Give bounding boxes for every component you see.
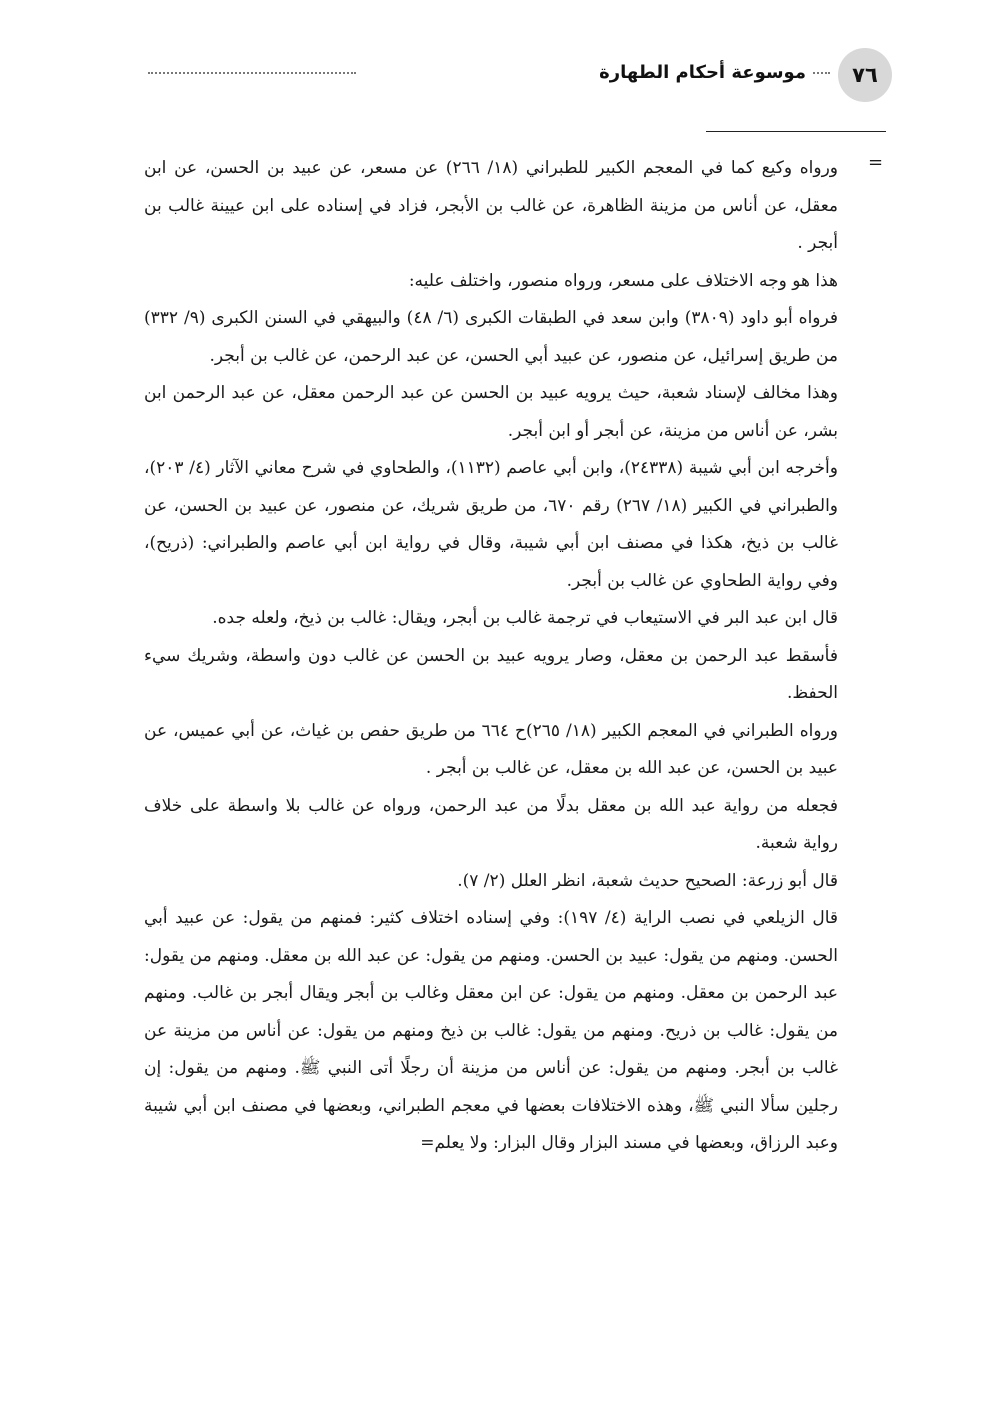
footnote-body: [144, 150, 838, 1163]
paragraph: فجعله من رواية عبد الله بن معقل بدلًا من عبد الرحمن، ورواه عن غالب بلا واسطة على خلاف رواية شعبة.: [144, 795, 838, 853]
paragraph: قال ابن عبد البر في الاستيعاب في ترجمة غالب بن أبجر، ويقال: غالب بن ذيخ، ولعله جده.: [212, 608, 838, 628]
paragraph: ورواه وكيع كما في المعجم الكبير للطبراني (١٨/ ٢٦٦) عن مسعر، عن عبيد بن الحسن، عن ابن معقل، عن أناس من مزينة الظاهرة، عن غالب بن الأبجر، فزاد في إسناده على ابن عيينة غالب بن أبجر .: [144, 158, 838, 253]
page-header: [140, 48, 892, 102]
paragraph: قال أبو زرعة: الصحيح حديث شعبة، انظر العلل (٢/ ٧).: [457, 870, 838, 891]
page-number: ٧٦: [852, 63, 878, 87]
paragraph: فأسقط عبد الرحمن بن معقل، وصار يرويه عبيد بن الحسن عن غالب دون واسطة، وشريك سيء الحفظ.: [144, 645, 838, 703]
paragraph: هذا هو وجه الاختلاف على مسعر، ورواه منصور، واختلف عليه:: [408, 270, 838, 291]
paragraph: قال الزيلعي في نصب الراية (٤/ ١٩٧): وفي إسناده اختلاف كثير: فمنهم من يقول: عن عبيد أبي الحسن. ومنهم من يقول: عبيد بن الحسن. ومنهم من يقول: عن عبد الله بن معقل. ومنهم من يقول: عبد الرحمن بن معقل. ومنهم من يقول: عن ابن معقل وغالب بن أبجر ويقال أبجر بن غالب. ومنهم من يقول: غالب بن ذريح. ومنهم من يقول: غالب بن ذيخ ومنهم من يقول: عن أناس من مزينة عن غالب بن أبجر. ومنهم من يقول: عن أناس من مزينة أن رجلًا أتى النبي ﷺ. ومنهم من يقول: إن رجلين سألا النبي ﷺ، وهذه الاختلافات بعضها في معجم الطبراني، وبعضها في مصنف ابن أبي شيبة وعبد الرزاق، وبعضها في مسند البزار وقال البزار: ولا يعلم=: [144, 908, 838, 1153]
header-dotted-rule-left: [148, 72, 356, 74]
footnote-separator: [706, 131, 886, 132]
paragraph: فرواه أبو داود (٣٨٠٩) وابن سعد في الطبقات الكبرى (٦/ ٤٨) والبيهقي في السنن الكبرى (٩/ ٣٣٢) من طريق إسرائيل، عن منصور، عن عبيد أبي الحسن، عن عبد الرحمن، عن غالب بن أبجر.: [144, 308, 839, 366]
continuation-mark: =: [868, 152, 884, 173]
running-title: موسوعة أحكام الطهارة: [593, 62, 812, 83]
paragraph: ورواه الطبراني في المعجم الكبير (١٨/ ٢٦٥)ح ٦٦٤ من طريق حفص بن غياث، عن أبي عميس، عن عبيد بن الحسن، عن عبد الله بن معقل، عن غالب بن أبجر .: [144, 720, 838, 778]
paragraph: وأخرجه ابن أبي شيبة (٢٤٣٣٨)، وابن أبي عاصم (١١٣٢)، والطحاوي في شرح معاني الآثار (٤/ ٢٠٣)، والطبراني في الكبير (١٨/ ٢٦٧) رقم ٦٧٠، من طريق شريك، عن منصور، عن عبيد بن الحسن، عن غالب بن ذيخ، هكذا في مصنف ابن أبي شيبة، وقال في رواية ابن أبي عاصم والطبراني: (ذريح)، وفي رواية الطحاوي عن غالب بن أبجر.: [144, 458, 839, 591]
paragraph: وهذا مخالف لإسناد شعبة، حيث يرويه عبيد بن الحسن عن عبد الرحمن معقل، عن عبد الرحمن ابن بشر، عن أناس من مزينة، عن أبجر أو ابن أبجر.: [144, 383, 838, 441]
page-number-badge: [838, 48, 892, 102]
